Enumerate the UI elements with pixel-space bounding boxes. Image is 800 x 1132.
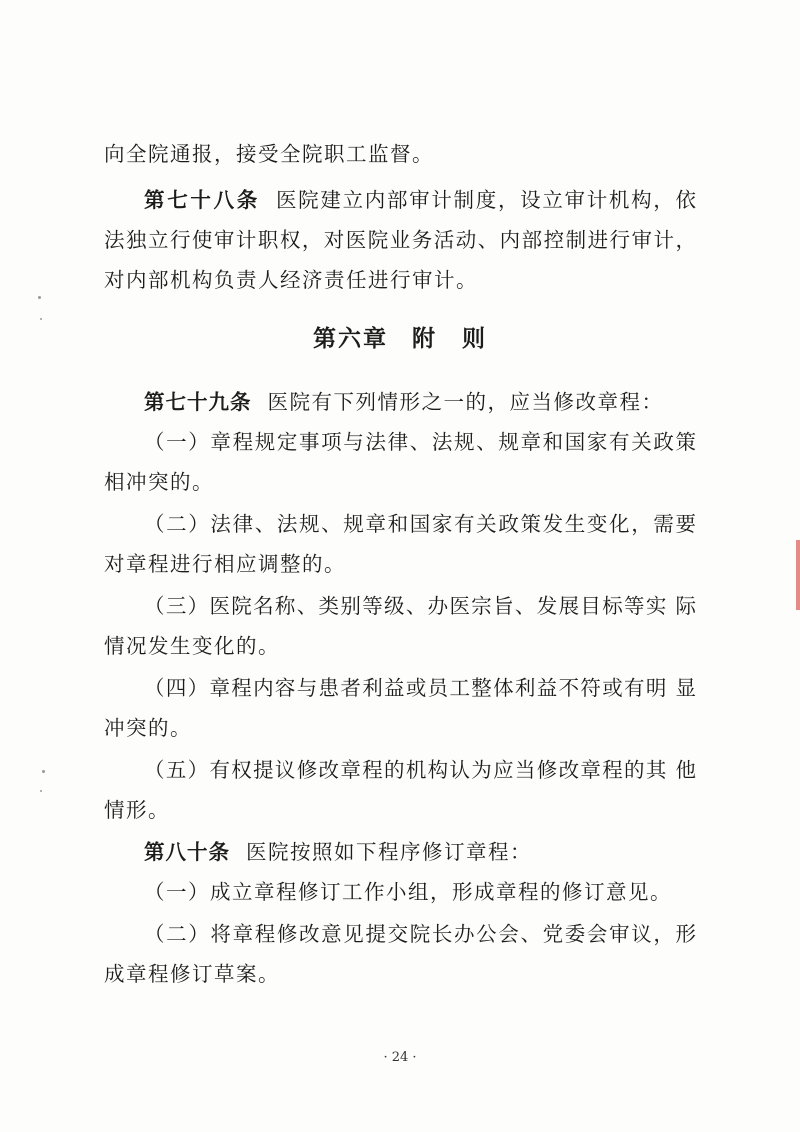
line-text: （二）法律、法规、规章和国家有关政策发生变化，需要 (144, 512, 696, 536)
paragraph-line (104, 550, 346, 578)
paragraph-line (104, 226, 696, 254)
list-item-line (144, 756, 696, 784)
line-text: 法独立行使审计职权，对医院业务活动、内部控制进行审计， (104, 228, 696, 252)
line-text: 情况发生变化的。 (104, 634, 280, 658)
line-text: 对章程进行相应调整的。 (104, 552, 346, 576)
line-text: 医院建立内部审计制度，设立审计机构，依 (275, 188, 697, 212)
list-item-line (144, 592, 696, 620)
chapter-title: 附 则 (412, 326, 487, 352)
list-item-line (144, 510, 696, 538)
article-78-line (144, 186, 696, 214)
line-text: 医院有下列情形之一的，应当修改章程： (267, 390, 664, 414)
line-text: 医院按照如下程序修订章程： (246, 840, 532, 864)
page-number: · 24 · (383, 1050, 417, 1065)
article-80-line (144, 838, 532, 866)
paragraph-line (104, 140, 434, 168)
line-text: （一）成立章程修订工作小组，形成章程的修订意见。 (144, 880, 672, 904)
list-item-line (144, 428, 696, 456)
scan-speck (38, 296, 41, 299)
article-number: 第七十九条 (144, 390, 252, 414)
chapter-number: 第六章 (313, 326, 388, 352)
paragraph-line (104, 796, 170, 824)
article-79-line (144, 388, 664, 416)
paragraph-line (104, 714, 192, 742)
line-text: 成章程修订草案。 (104, 962, 280, 986)
article-number: 第七十八条 (144, 188, 260, 212)
list-item-line (144, 674, 696, 702)
paragraph-line (104, 960, 280, 988)
scan-edge-mark (796, 540, 800, 610)
scan-speck (42, 770, 45, 773)
paragraph-line (104, 266, 478, 294)
line-text: 相冲突的。 (104, 470, 214, 494)
line-text: （三）医院名称、类别等级、办医宗旨、发展目标等实 际 (144, 594, 696, 618)
article-number: 第八十条 (144, 840, 230, 864)
line-text: 冲突的。 (104, 716, 192, 740)
scan-speck (40, 790, 42, 792)
line-text: 对内部机构负责人经济责任进行审计。 (104, 268, 478, 292)
paragraph-line (104, 468, 214, 496)
list-item-line (144, 920, 696, 948)
paragraph-line (104, 632, 280, 660)
line-text: （一）章程规定事项与法律、法规、规章和国家有关政策 (144, 430, 696, 454)
line-text: （五）有权提议修改章程的机构认为应当修改章程的其 他 (144, 758, 696, 782)
line-text: （四）章程内容与患者利益或员工整体利益不符或有明 显 (144, 676, 696, 700)
list-item-line (144, 878, 672, 906)
chapter-heading (0, 324, 800, 354)
scan-speck (40, 318, 42, 320)
line-text: （二）将章程修改意见提交院长办公会、党委会审议，形 (144, 922, 696, 946)
line-text: 情形。 (104, 798, 170, 822)
line-text: 向全院通报，接受全院职工监督。 (104, 142, 434, 166)
